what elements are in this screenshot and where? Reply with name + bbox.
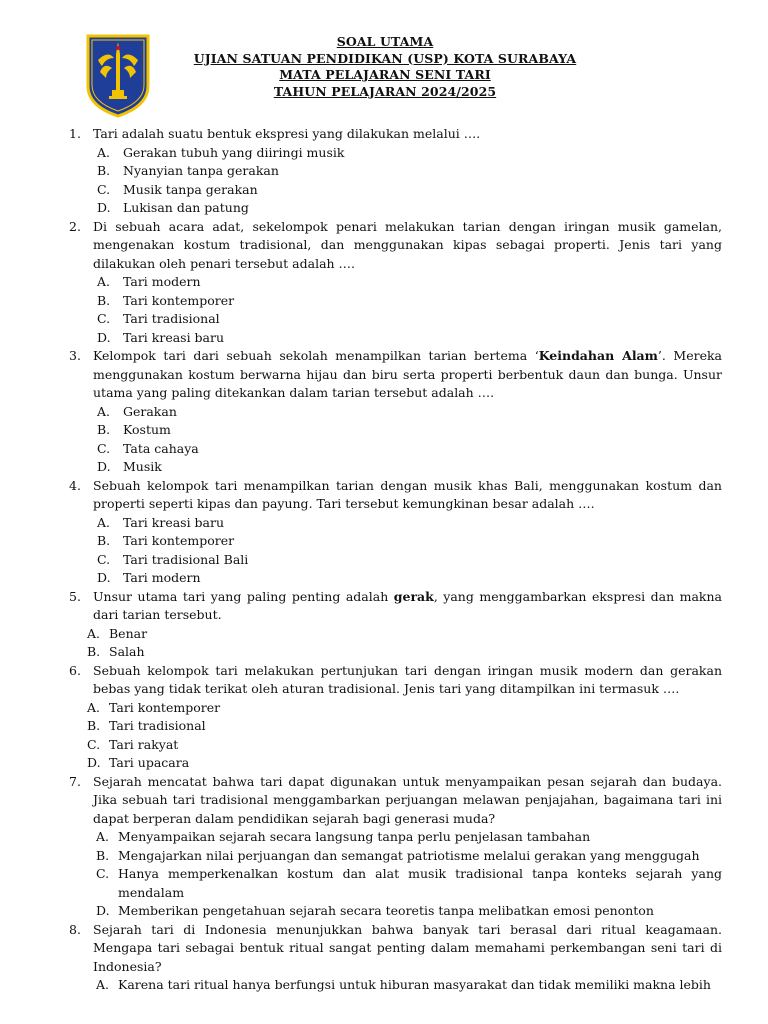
- header-title: SOAL UTAMA: [336, 34, 434, 49]
- question-8: [67, 921, 722, 995]
- question-number: 8.: [69, 921, 81, 937]
- question-2: [67, 218, 722, 348]
- option-b: B. Tari tradisional: [87, 718, 206, 733]
- option-a: A. Karena tari ritual hanya berfungsi untuk hiburan masyarakat dan tidak memiliki makna lebih: [96, 977, 711, 992]
- header-exam-name: UJIAN SATUAN PENDIDIKAN (USP) KOTA SURABAYA: [193, 50, 577, 66]
- option-a: A. Tari modern: [97, 274, 201, 289]
- surabaya-crest-logo: [84, 28, 152, 118]
- question-text: Sebuah kelompok tari melakukan pertunjukan tari dengan iringan musik modern dan gerakan bebas yang tidak terikat oleh aturan tradisional. Jenis tari yang ditampilkan ini termasuk ….: [93, 662, 722, 696]
- question-number: 4.: [69, 477, 81, 493]
- question-6: [67, 662, 722, 773]
- option-b: B. Nyanyian tanpa gerakan: [97, 163, 279, 178]
- highlighted-theme: Keindahan Alam: [538, 348, 658, 363]
- question-number: 7.: [69, 773, 81, 789]
- question-list: [67, 125, 722, 995]
- question-text: Kelompok tari dari sebuah sekolah menampilkan tarian bertema ‘Keindahan Alam’. Mereka menggunakan kostum berwarna hijau dan biru serta properti berbentuk daun dan bunga. Unsur utama yang paling ditekankan dalam tarian tersebut adalah ….: [93, 348, 722, 400]
- question-text: Sejarah mencatat bahwa tari dapat digunakan untuk menyampaikan pesan sejarah dan budaya. Jika sebuah tari tradisional menggambarkan perjuangan melawan penjajahan, bagaimana tari ini dapat berperan dalam pendidikan sejarah bagi generasi muda?: [93, 773, 722, 826]
- option-d: D. Musik: [97, 459, 162, 474]
- question-number: 1.: [69, 126, 81, 141]
- option-d: D. Memberikan pengetahuan sejarah secara teoretis tanpa melibatkan emosi penonton: [96, 903, 654, 918]
- option-d: D. Tari modern: [97, 570, 201, 585]
- header-subject: MATA PELAJARAN SENI TARI: [279, 67, 491, 82]
- option-c: C. Hanya memperkenalkan kostum dan alat musik tradisional tanpa konteks sejarah yang mendalam: [96, 866, 722, 900]
- question-number: 3.: [69, 348, 81, 363]
- option-a: A. Menyampaikan sejarah secara langsung tanpa perlu penjelasan tambahan: [96, 829, 591, 844]
- option-a: A. Tari kontemporer: [87, 699, 221, 715]
- option-a: A. Gerakan tubuh yang diiringi musik: [97, 144, 345, 160]
- question-text: Sebuah kelompok tari menampilkan tarian dengan musik khas Bali, menggunakan kostum dan properti seperti kipas dan payung. Tari tersebut kemungkinan besar adalah ….: [93, 477, 722, 511]
- highlighted-keyword: gerak: [393, 588, 434, 604]
- option-b: B. Kostum: [97, 422, 171, 437]
- exam-header: [150, 34, 620, 100]
- option-b: B. Tari kontemporer: [97, 533, 235, 548]
- question-4: [67, 477, 722, 588]
- option-a: A. Tari kreasi baru: [97, 514, 225, 530]
- option-b: B. Mengajarkan nilai perjuangan dan semangat patriotisme melalui gerakan yang menggugah: [96, 847, 700, 863]
- option-c: C. Tari tradisional Bali: [97, 551, 249, 567]
- option-d: D. Tari upacara: [87, 755, 190, 770]
- option-a: A. Benar: [87, 625, 148, 641]
- question-number: 6.: [69, 662, 81, 678]
- question-text: Di sebuah acara adat, sekelompok penari melakukan tarian dengan iringan musik gamelan, mengenakan kostum tradisional, dan menggunakan kipas sebagai properti. Jenis tari yang dilakukan oleh penari tersebut adalah ….: [93, 218, 722, 271]
- header-school-year: TAHUN PELAJARAN 2024/2025: [273, 83, 497, 99]
- question-number: 5.: [69, 588, 81, 604]
- option-c: C. Tari rakyat: [87, 736, 179, 752]
- question-text: Sejarah tari di Indonesia menunjukkan bahwa banyak tari berasal dari ritual keagamaan. Mengapa tari sebagai bentuk ritual sangat penting dalam memahami perkembangan seni tari di Indonesia?: [93, 921, 722, 974]
- question-number: 2.: [69, 218, 81, 234]
- question-5: [67, 588, 722, 662]
- option-b: B. Salah: [87, 644, 145, 659]
- option-a: A. Gerakan: [97, 403, 177, 419]
- option-d: D. Tari kreasi baru: [97, 329, 225, 345]
- option-c: C. Tari tradisional: [97, 311, 220, 326]
- question-1: [67, 125, 722, 218]
- option-b: B. Tari kontemporer: [97, 292, 235, 308]
- option-c: C. Tata cahaya: [97, 440, 199, 456]
- question-7: [67, 773, 722, 921]
- question-text: Tari adalah suatu bentuk ekspresi yang dilakukan melalui ….: [93, 126, 481, 141]
- option-c: C. Musik tanpa gerakan: [97, 181, 258, 197]
- question-text: Unsur utama tari yang paling penting adalah gerak, yang menggambarkan ekspresi dan makna dari tarian tersebut.: [93, 588, 722, 622]
- question-3: [67, 347, 722, 477]
- option-d: D. Lukisan dan patung: [97, 200, 249, 215]
